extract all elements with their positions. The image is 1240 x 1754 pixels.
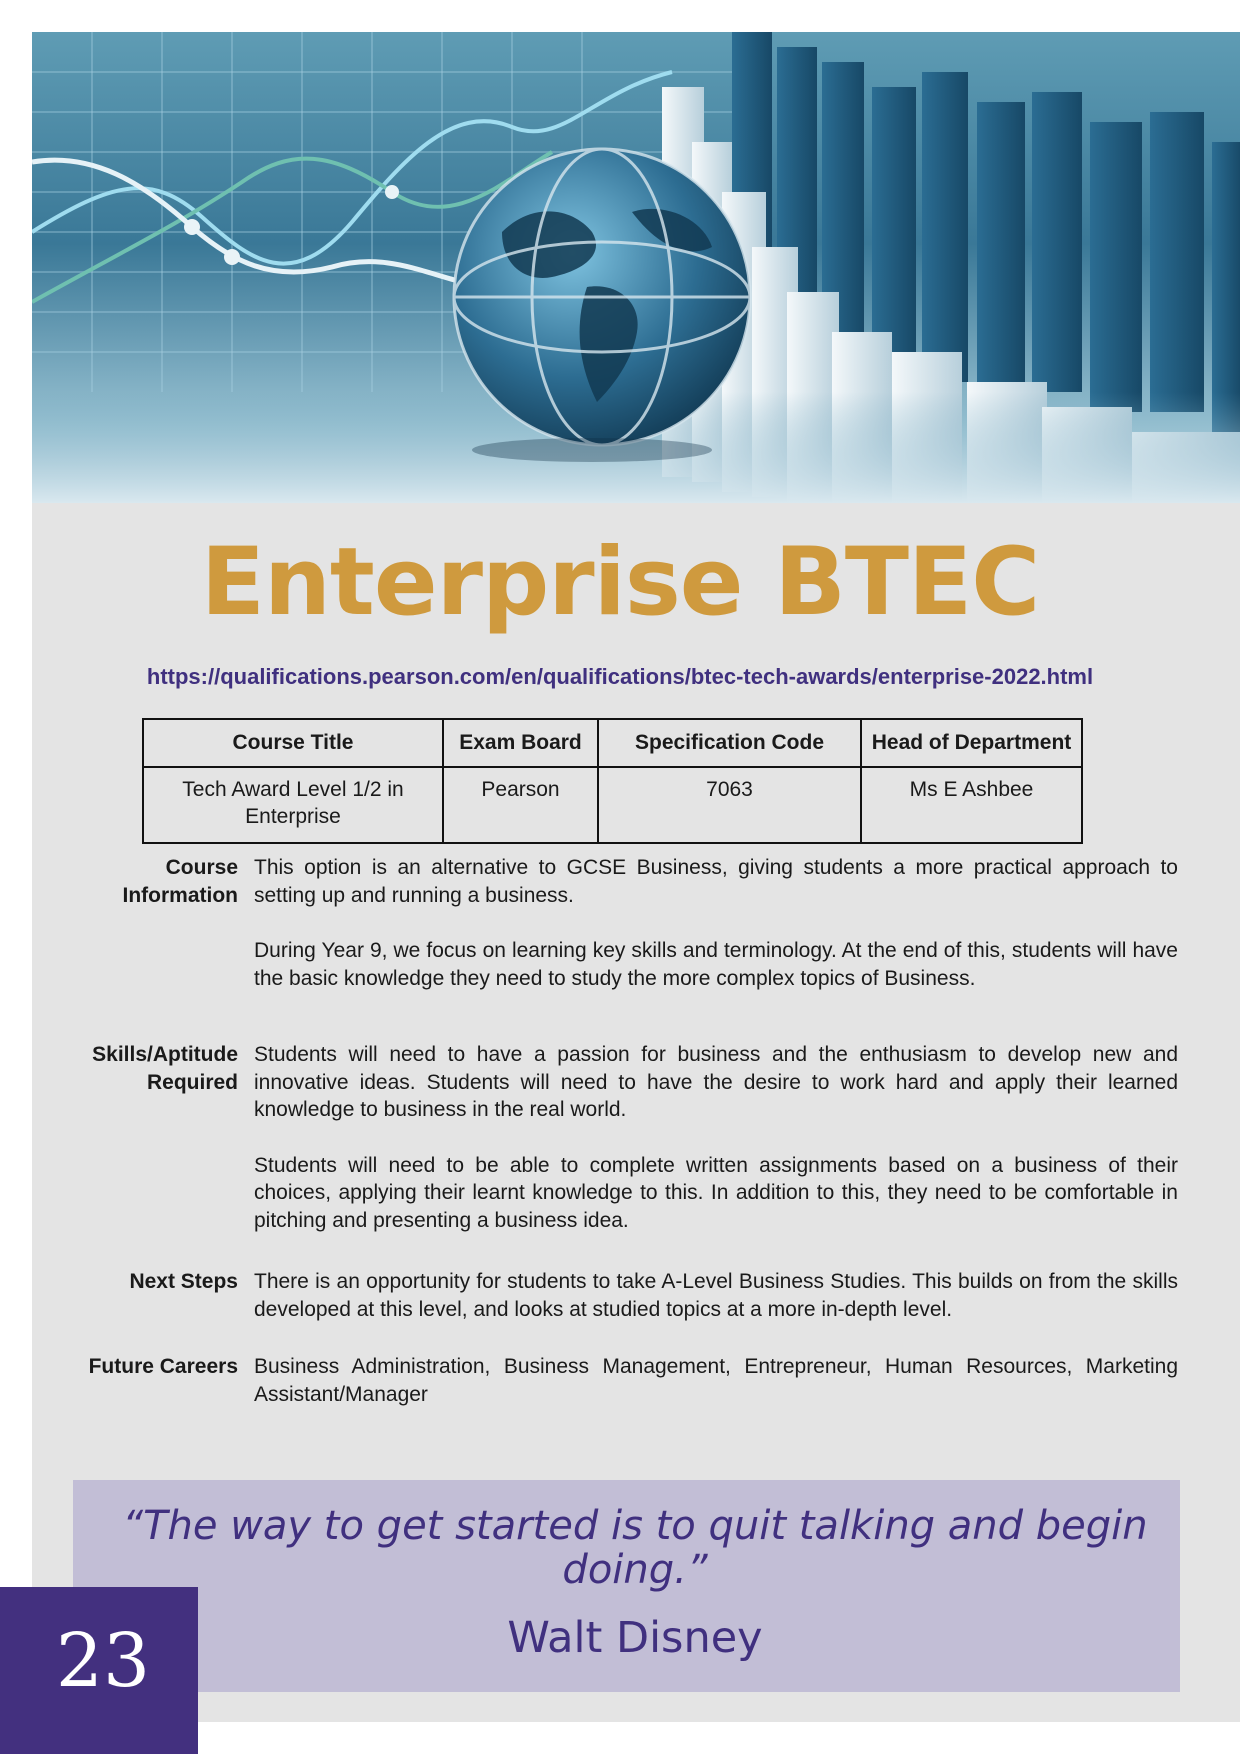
section-paragraph: During Year 9, we focus on learning key skills and terminology. At the end of this, students will have the basic knowledge they need to study the more complex topics of Business. — [254, 939, 1178, 990]
quote-author: Walt Disney — [507, 1613, 763, 1663]
header-specification-code: Specification Code — [598, 719, 861, 767]
section-label: Course Information — [122, 856, 238, 907]
course-info-table — [142, 718, 1083, 844]
page-number: 23 — [55, 1618, 151, 1704]
table-row — [143, 767, 1082, 843]
section-paragraph: There is an opportunity for students to take A-Level Business Studies. This builds on from the skills developed at this level, and looks at studied topics at a more in-depth level. — [254, 1270, 1178, 1321]
globe-chart-illustration — [32, 32, 1240, 503]
cell-course-title: Tech Award Level 1/2 in Enterprise — [143, 767, 443, 843]
section-body — [254, 854, 1178, 1020]
quote-text: “The way to get started is to quit talking and begin doing.” — [122, 1503, 1148, 1593]
section-body — [254, 1353, 1178, 1436]
course-url-link[interactable]: https://qualifications.pearson.com/en/qualifications/btec-tech-awards/enterprise-2022.html — [146, 664, 1094, 689]
section-paragraph: Business Administration, Business Management, Entrepreneur, Human Resources, Marketing Assistant/Manager — [254, 1355, 1178, 1406]
header-head-of-department: Head of Department — [861, 719, 1082, 767]
section-paragraph: Students will need to have a passion for business and the enthusiasm to develop new and innovative ideas. Students will need to have the desire to work hard and apply their learned knowledge to business in the real world. — [254, 1043, 1178, 1121]
section-paragraph: Students will need to be able to complete written assignments based on a business of their choices, applying their learnt knowledge to this. In addition to this, they need to be comfortable in pitching and presenting a business idea. — [254, 1153, 1178, 1232]
section-label: Skills/Aptitude Required — [92, 1043, 238, 1094]
cell-exam-board: Pearson — [443, 767, 598, 843]
section-body — [254, 1041, 1178, 1262]
header-exam-board: Exam Board — [443, 719, 598, 767]
page-title: Enterprise BTEC — [200, 528, 1040, 637]
cell-head-of-department: Ms E Ashbee — [861, 767, 1082, 843]
section-label: Future Careers — [88, 1355, 238, 1378]
section-paragraph: This option is an alternative to GCSE Business, giving students a more practical approach to setting up and running a business. — [254, 856, 1178, 907]
section-label: Next Steps — [129, 1270, 238, 1293]
cell-specification-code: 7063 — [598, 767, 861, 843]
header-course-title: Course Title — [143, 719, 443, 767]
table-header-row — [143, 719, 1082, 767]
section-body — [254, 1268, 1178, 1351]
hero-image — [32, 32, 1240, 503]
